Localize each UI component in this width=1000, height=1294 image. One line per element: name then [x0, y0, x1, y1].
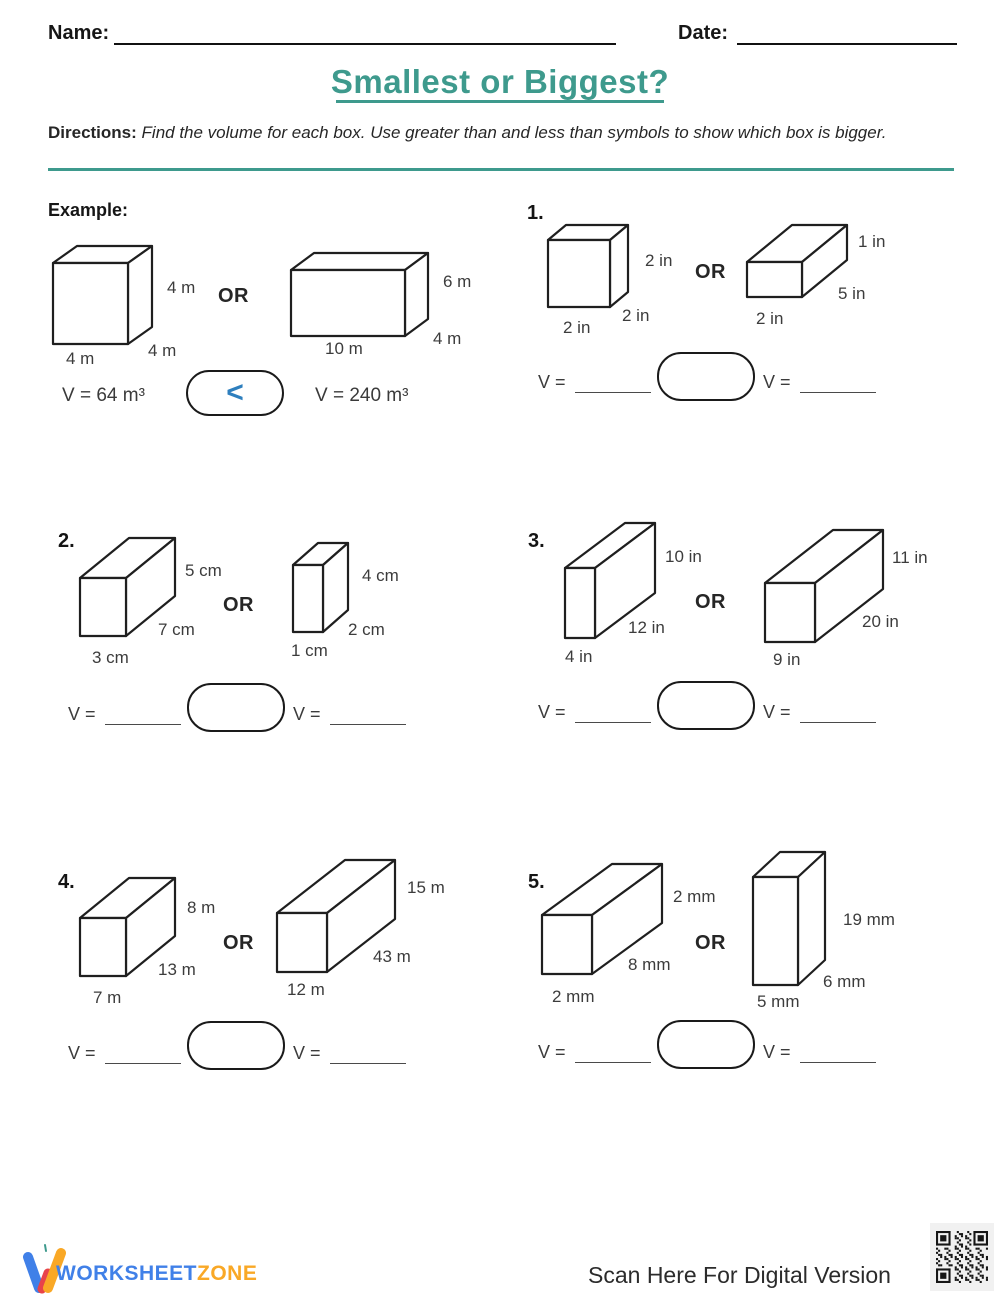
- problem-4-volume-1: [68, 1043, 181, 1064]
- depth-label: 8 mm: [628, 955, 671, 974]
- section-divider: [48, 168, 954, 171]
- problem-1-box2-figure: [744, 222, 886, 328]
- width-label: 5 mm: [757, 992, 800, 1011]
- qr-code: [930, 1223, 994, 1291]
- title-underline: [336, 100, 664, 103]
- problem-2-box1-figure: [77, 535, 222, 667]
- example-box1-figure: [50, 243, 196, 368]
- width-label: 1 cm: [291, 641, 328, 660]
- width-label: 4 m: [66, 349, 95, 368]
- worksheetzone-wordmark: [56, 1262, 257, 1286]
- volume-answer-blank[interactable]: [800, 377, 876, 393]
- problem-4-volume-2: [293, 1043, 406, 1064]
- box-3d-drawing: [288, 250, 431, 339]
- depth-label: 2 cm: [348, 620, 385, 639]
- box-3d-drawing: [545, 222, 631, 310]
- height-label: 6 m: [443, 272, 472, 291]
- example-box2-figure: [288, 250, 472, 358]
- height-label: 5 cm: [185, 561, 222, 580]
- depth-label: 43 m: [373, 947, 411, 966]
- qr-code-pattern: [936, 1230, 988, 1284]
- name-label: Name:: [48, 22, 110, 44]
- width-label: 9 in: [773, 650, 801, 669]
- depth-label: 12 in: [628, 618, 665, 637]
- depth-label: 5 in: [838, 284, 866, 303]
- problem-1-number: 1.: [527, 202, 544, 224]
- problem-3-number: 3.: [528, 530, 545, 552]
- depth-label: 13 m: [158, 960, 196, 979]
- width-label: 2 in: [563, 318, 591, 337]
- comparison-answer-box[interactable]: [657, 1020, 755, 1069]
- height-label: 11 in: [892, 548, 928, 567]
- scan-here-text: Scan Here For Digital Version: [588, 1262, 891, 1288]
- problem-4-number: 4.: [58, 871, 75, 893]
- volume-answer-blank[interactable]: [800, 707, 876, 723]
- directions: [48, 123, 963, 143]
- directions-label: Directions:: [48, 123, 137, 142]
- width-label: 10 m: [325, 339, 363, 358]
- v-equals-label: V =: [763, 372, 791, 392]
- comparison-answer-box[interactable]: [186, 370, 284, 416]
- depth-label: 4 m: [148, 341, 177, 360]
- problem-5-volume-1: [538, 1042, 651, 1063]
- width-label: 2 in: [756, 309, 784, 328]
- comparison-answer-box[interactable]: [187, 1021, 285, 1070]
- v-equals-label: V =: [763, 702, 791, 722]
- problem-5-number: 5.: [528, 871, 545, 893]
- box-3d-drawing: [744, 222, 850, 300]
- v-equals-label: V =: [538, 702, 566, 722]
- volume-answer-blank[interactable]: [330, 709, 406, 725]
- volume-answer-blank[interactable]: [575, 1047, 651, 1063]
- v-equals-label: V =: [293, 704, 321, 724]
- height-label: 15 m: [407, 878, 445, 897]
- brand-word-zone: ZONE: [197, 1262, 258, 1285]
- problem-3-volume-1: [538, 702, 651, 723]
- box-3d-drawing: [290, 540, 351, 635]
- problem-3-box2-figure: [762, 527, 928, 669]
- height-label: 4 m: [167, 278, 196, 297]
- depth-label: 7 cm: [158, 620, 195, 639]
- or-label: OR: [218, 285, 249, 307]
- v-equals-label: V =: [538, 1042, 566, 1062]
- problem-4-box1-figure: [77, 875, 216, 1007]
- comparison-answer-box[interactable]: [657, 352, 755, 401]
- v-equals-label: V =: [538, 372, 566, 392]
- depth-label: 4 m: [433, 329, 462, 348]
- problem-1-volume-1: [538, 372, 651, 393]
- volume-answer-blank[interactable]: [575, 377, 651, 393]
- height-label: 10 in: [665, 547, 702, 566]
- or-label: OR: [695, 591, 726, 613]
- volume-answer-blank[interactable]: [575, 707, 651, 723]
- depth-label: 6 mm: [823, 972, 866, 991]
- v-equals-label: V =: [68, 704, 96, 724]
- problem-2-volume-2: [293, 704, 406, 725]
- height-label: 4 cm: [362, 566, 399, 585]
- problem-2-number: 2.: [58, 530, 75, 552]
- box-3d-drawing: [50, 243, 155, 347]
- volume-answer-blank[interactable]: [105, 709, 181, 725]
- problem-3-volume-2: [763, 702, 876, 723]
- depth-label: 2 in: [622, 306, 650, 325]
- problem-3-box1-figure: [562, 520, 702, 666]
- volume-answer-blank[interactable]: [105, 1048, 181, 1064]
- width-label: 12 m: [287, 980, 325, 999]
- volume-answer-blank[interactable]: [330, 1048, 406, 1064]
- example-volume-1: V = 64 m³: [62, 385, 145, 406]
- comparison-answer-box[interactable]: [657, 681, 755, 730]
- date-label: Date:: [678, 22, 729, 44]
- or-label: OR: [223, 932, 254, 954]
- problem-4-box2-figure: [274, 857, 445, 999]
- volume-answer-blank[interactable]: [800, 1047, 876, 1063]
- less-than-symbol: <: [226, 376, 244, 409]
- v-equals-label: V =: [763, 1042, 791, 1062]
- height-label: 1 in: [858, 232, 886, 251]
- or-label: OR: [695, 932, 726, 954]
- directions-text: Find the volume for each box. Use greater than and less than symbols to show which box is bigger.: [141, 123, 887, 142]
- problem-1-box1-figure: [545, 222, 673, 337]
- problem-2-box2-figure: [290, 540, 399, 660]
- or-label: OR: [695, 261, 726, 283]
- problem-1-volume-2: [763, 372, 876, 393]
- width-label: 7 m: [93, 988, 122, 1007]
- depth-label: 20 in: [862, 612, 899, 631]
- height-label: 2 in: [645, 251, 673, 270]
- v-equals-label: V =: [68, 1043, 96, 1063]
- name-input-line[interactable]: [114, 43, 616, 45]
- height-label: 19 mm: [843, 910, 895, 929]
- example-label: Example:: [48, 200, 129, 220]
- width-label: 3 cm: [92, 648, 129, 667]
- brand-word-worksheet: WORKSHEET: [56, 1262, 197, 1285]
- v-equals-label: V =: [293, 1043, 321, 1063]
- problem-5-volume-2: [763, 1042, 876, 1063]
- height-label: 8 m: [187, 898, 216, 917]
- comparison-answer-box[interactable]: [187, 683, 285, 732]
- problem-2-volume-1: [68, 704, 181, 725]
- page-title: Smallest or Biggest?: [330, 63, 670, 100]
- date-input-line[interactable]: [737, 43, 957, 45]
- problem-5-box2-figure: [750, 849, 895, 1011]
- height-label: 2 mm: [673, 887, 716, 906]
- width-label: 4 in: [565, 647, 593, 666]
- example-volume-2: V = 240 m³: [315, 385, 409, 406]
- box-3d-drawing: [750, 849, 828, 988]
- or-label: OR: [223, 594, 254, 616]
- width-label: 2 mm: [552, 987, 595, 1006]
